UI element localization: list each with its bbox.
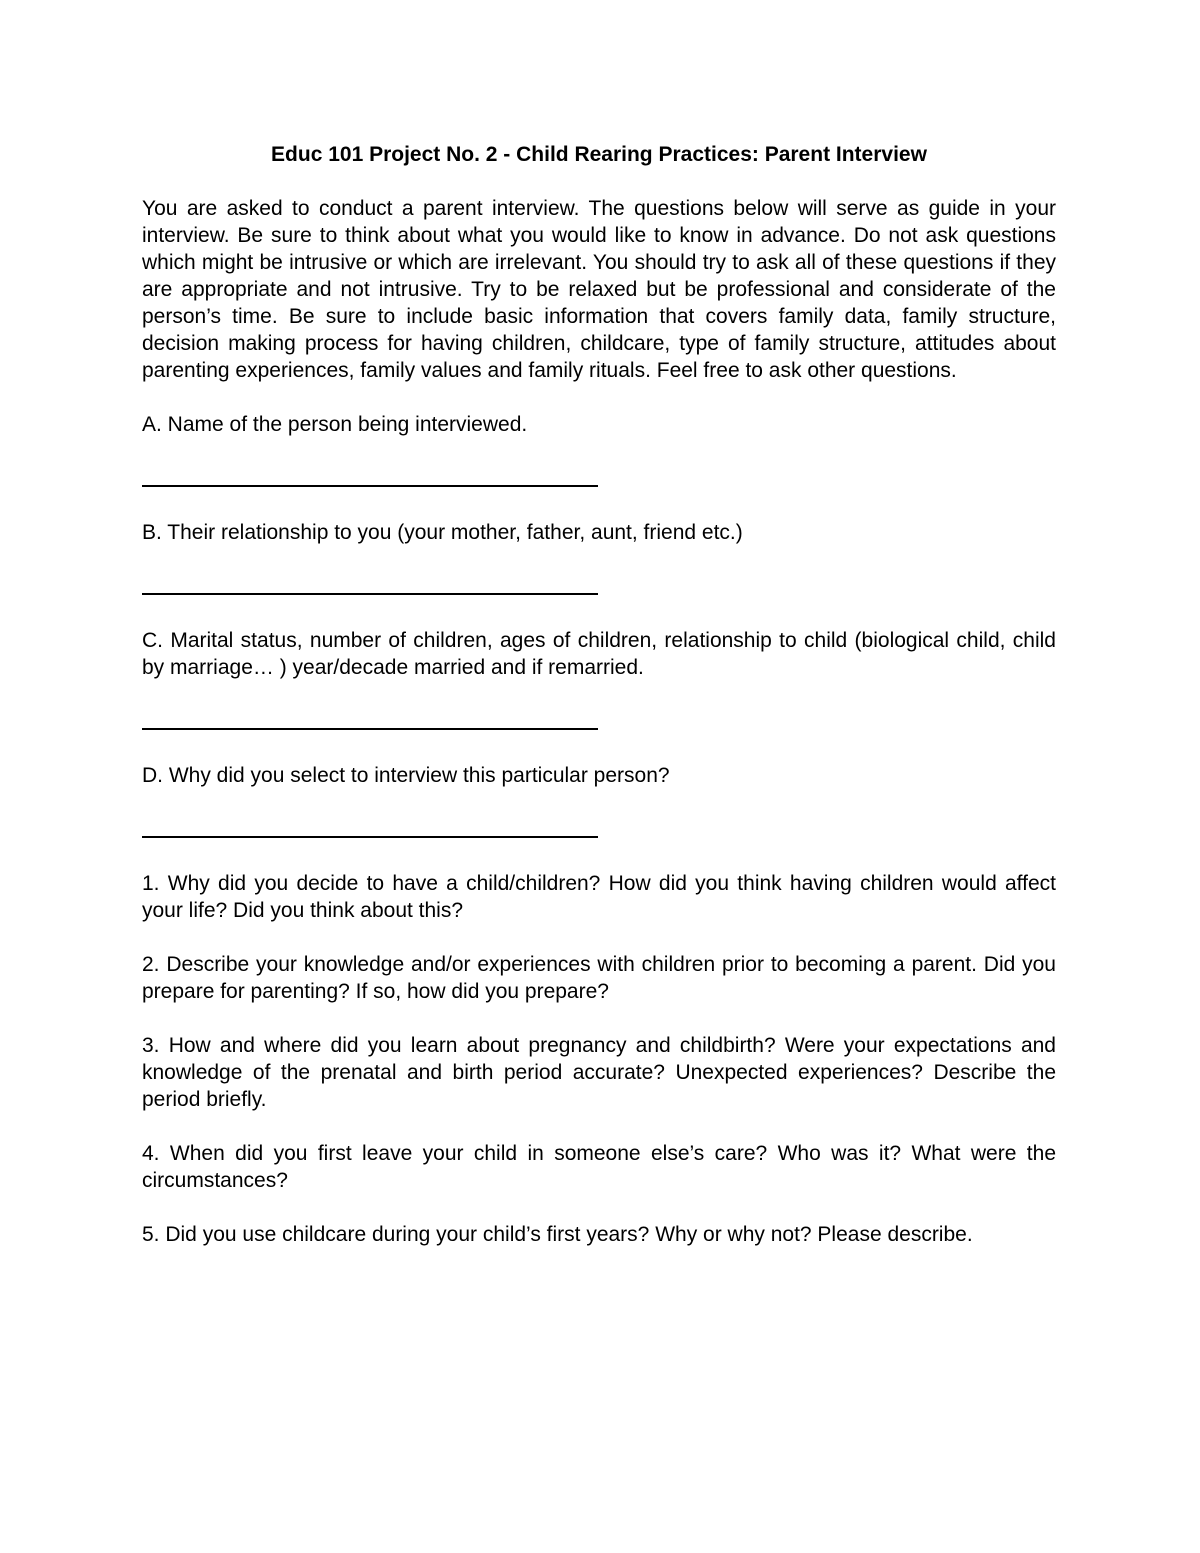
question-5: 5. Did you use childcare during your child’s first years? Why or why not? Please describe. xyxy=(142,1223,973,1246)
document-page xyxy=(142,140,1056,1275)
answer-line-d xyxy=(142,816,1056,843)
answer-line-c xyxy=(142,708,1056,735)
item-d-why-selected: D. Why did you select to interview this particular person? xyxy=(142,764,670,787)
question-2: 2. Describe your knowledge and/or experiences with children prior to becoming a parent. Did you prepare for parenting? If so, how did you prepare? xyxy=(142,953,1056,1003)
answer-line-b xyxy=(142,573,1056,600)
item-b-relationship: B. Their relationship to you (your mother, father, aunt, friend etc.) xyxy=(142,521,743,544)
intro-paragraph: You are asked to conduct a parent interview. The questions below will serve as guide in your interview. Be sure to think about what you would like to know in advance. Do not ask questions which might be intrusive or which are irrelevant. You should try to ask all of these questions if they are appropriate and not intrusive. Try to be relaxed but be professional and considerate of the person’s time. Be sure to include basic information that covers family data, family structure, decision making process for having children, childcare, type of family structure, attitudes about parenting experiences, family values and family rituals. Feel free to ask other questions. xyxy=(142,197,1056,382)
question-1: 1. Why did you decide to have a child/children? How did you think having children would affect your life? Did you think about this? xyxy=(142,872,1056,922)
question-4: 4. When did you first leave your child in someone else’s care? Who was it? What were the circumstances? xyxy=(142,1142,1056,1192)
item-a-name: A. Name of the person being interviewed. xyxy=(142,413,528,436)
question-3: 3. How and where did you learn about pregnancy and childbirth? Were your expectations and knowledge of the prenatal and birth period accurate? Unexpected experiences? Describe the period briefly. xyxy=(142,1034,1056,1111)
document-title: Educ 101 Project No. 2 - Child Rearing Practices: Parent Interview xyxy=(271,143,927,166)
item-c-marital-status: C. Marital status, number of children, ages of children, relationship to child (biological child, child by marriage… ) year/decade married and if remarried. xyxy=(142,629,1056,679)
answer-line-a xyxy=(142,465,1056,492)
